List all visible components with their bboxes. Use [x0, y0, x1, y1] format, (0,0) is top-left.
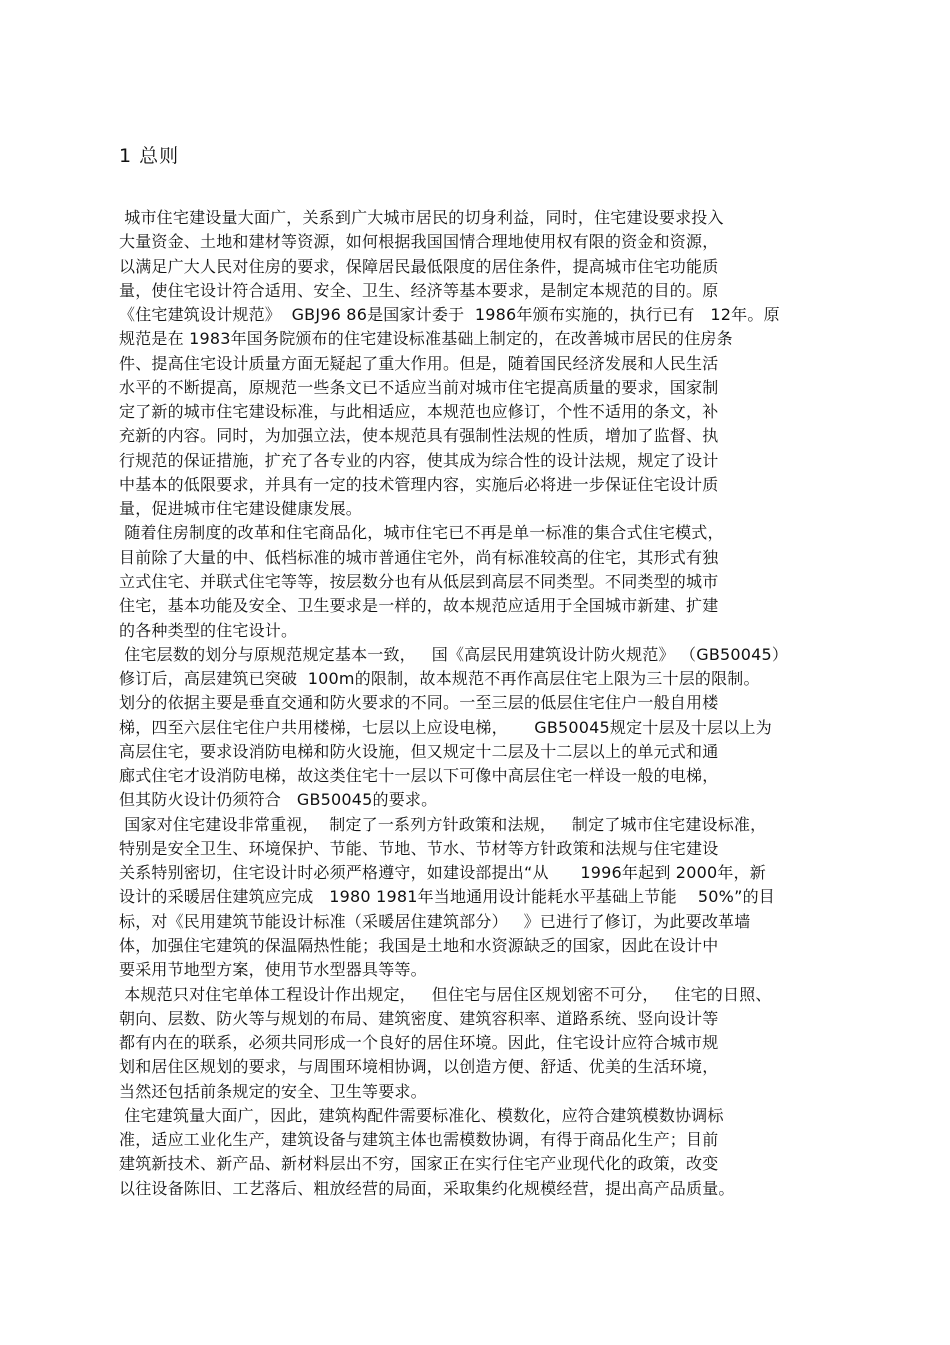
text-line: 修订后，高层建筑已突破 100m的限制，故本规范不再作高层住宅上限为三十层的限制。	[119, 669, 760, 689]
text-line: 目前除了大量的中、低档标准的城市普通住宅外，尚有标准较高的住宅，其形式有独	[119, 547, 719, 567]
text-line: 准，适应工业化生产，建筑设备与建筑主体也需模数协调，有得于商品化生产；目前	[119, 1130, 719, 1150]
text-line: 件、提高住宅设计质量方面无疑起了重大作用。但是，随着国民经济发展和人民生活	[119, 353, 719, 373]
text-line: 朝向、层数、防火等与规划的布局、建筑密度、建筑容积率、道路系统、竖向设计等	[119, 1008, 719, 1028]
text-line: 划和居住区规划的要求，与周围环境相协调，以创造方便、舒适、优美的生活环境，	[119, 1057, 719, 1077]
text-line: 梯，四至六层住宅住户共用楼梯，七层以上应设电梯， GB50045规定十层及十层以上为	[119, 717, 772, 737]
text-line: 住宅建筑量大面广，因此，建筑构配件需要标准化、模数化，应符合建筑模数协调标	[119, 1105, 724, 1125]
text-line: 高层住宅，要求设消防电梯和防火设施，但又规定十二层及十二层以上的单元式和通	[119, 741, 719, 761]
text-line: 本规范只对住宅单体工程设计作出规定， 但住宅与居住区规划密不可分， 住宅的日照、	[119, 984, 772, 1004]
text-line: 的各种类型的住宅设计。	[119, 620, 298, 640]
text-line: 廊式住宅才设消防电梯，故这类住宅十一层以下可像中高层住宅一样设一般的电梯，	[119, 766, 719, 786]
text-line: 建筑新技术、新产品、新材料层出不穷，国家正在实行住宅产业现代化的政策，改变	[119, 1154, 719, 1174]
text-line: 住宅层数的划分与原规范规定基本一致， 国《高层民用建筑设计防火规范》 （GB50045）	[119, 644, 789, 664]
text-line: 规范是在 1983年国务院颁布的住宅建设标准基础上制定的，在改善城市居民的住房条	[119, 329, 733, 349]
text-line: 特别是安全卫生、环境保护、节能、节地、节水、节材等方针政策和法规与住宅建设	[119, 838, 719, 858]
text-line: 划分的依据主要是垂直交通和防火要求的不同。一至三层的低层住宅住户一般自用楼	[119, 693, 719, 713]
text-line: 大量资金、土地和建材等资源，如何根据我国国情合理地使用权有限的资金和资源，	[119, 232, 719, 252]
text-line: 量，促进城市住宅建设健康发展。	[119, 499, 363, 519]
text-line: 体，加强住宅建筑的保温隔热性能；我国是土地和水资源缺乏的国家，因此在设计中	[119, 935, 719, 955]
section-heading: 1 总则	[119, 145, 180, 167]
text-line: 标，对《民用建筑节能设计标准（采暖居住建筑部分） 》已进行了修订，为此要改革墙	[119, 911, 751, 931]
text-line: 立式住宅、并联式住宅等等，按层数分也有从低层到高层不同类型。不同类型的城市	[119, 571, 719, 591]
text-line: 住宅，基本功能及安全、卫生要求是一样的，故本规范应适用于全国城市新建、扩建	[119, 596, 719, 616]
text-line: 国家对住宅建设非常重视， 制定了一系列方针政策和法规， 制定了城市住宅建设标准，	[119, 814, 767, 834]
text-line: 以往设备陈旧、工艺落后、粗放经营的局面，采取集约化规模经营，提出高产品质量。	[119, 1178, 735, 1198]
text-line: 中基本的低限要求，并具有一定的技术管理内容，实施后必将进一步保证住宅设计质	[119, 474, 719, 494]
text-line: 以满足广大人民对住房的要求，保障居民最低限度的居住条件，提高城市住宅功能质	[119, 256, 719, 276]
text-line: 定了新的城市住宅建设标准，与此相适应，本规范也应修订，个性不适用的条文，补	[119, 402, 719, 422]
text-line: 量，使住宅设计符合适用、安全、卫生、经济等基本要求，是制定本规范的目的。原	[119, 280, 719, 300]
text-line: 当然还包括前条规定的安全、卫生等要求。	[119, 1081, 427, 1101]
text-line: 《住宅建筑设计规范》 GBJ96 86是国家计委于 1986年颁布实施的，执行已有 12年。原	[119, 305, 780, 325]
text-line: 设计的采暖居住建筑应完成 1980 1981年当地通用设计能耗水平基础上节能 50%”的目	[119, 887, 775, 907]
text-line: 关系特别密切，住宅设计时必须严格遵守，如建设部提出“从 1996年起到 2000年，新	[119, 863, 766, 883]
text-line: 充新的内容。同时，为加强立法，使本规范具有强制性法规的性质，增加了监督、执	[119, 426, 719, 446]
text-line: 但其防火设计仍须符合 GB50045的要求。	[119, 790, 438, 810]
text-line: 行规范的保证措施，扩充了各专业的内容，使其成为综合性的设计法规，规定了设计	[119, 450, 719, 470]
text-line: 都有内在的联系，必须共同形成一个良好的居住环境。因此，住宅设计应符合城市规	[119, 1033, 719, 1053]
text-line: 城市住宅建设量大面广，关系到广大城市居民的切身利益，同时，住宅建设要求投入	[119, 208, 724, 227]
body-text	[119, 206, 834, 1201]
text-line: 水平的不断提高，原规范一些条文已不适应当前对城市住宅提高质量的要求，国家制	[119, 377, 719, 397]
text-line: 要采用节地型方案，使用节水型器具等等。	[119, 960, 427, 980]
text-line: 随着住房制度的改革和住宅商品化，城市住宅已不再是单一标准的集合式住宅模式，	[119, 523, 724, 543]
